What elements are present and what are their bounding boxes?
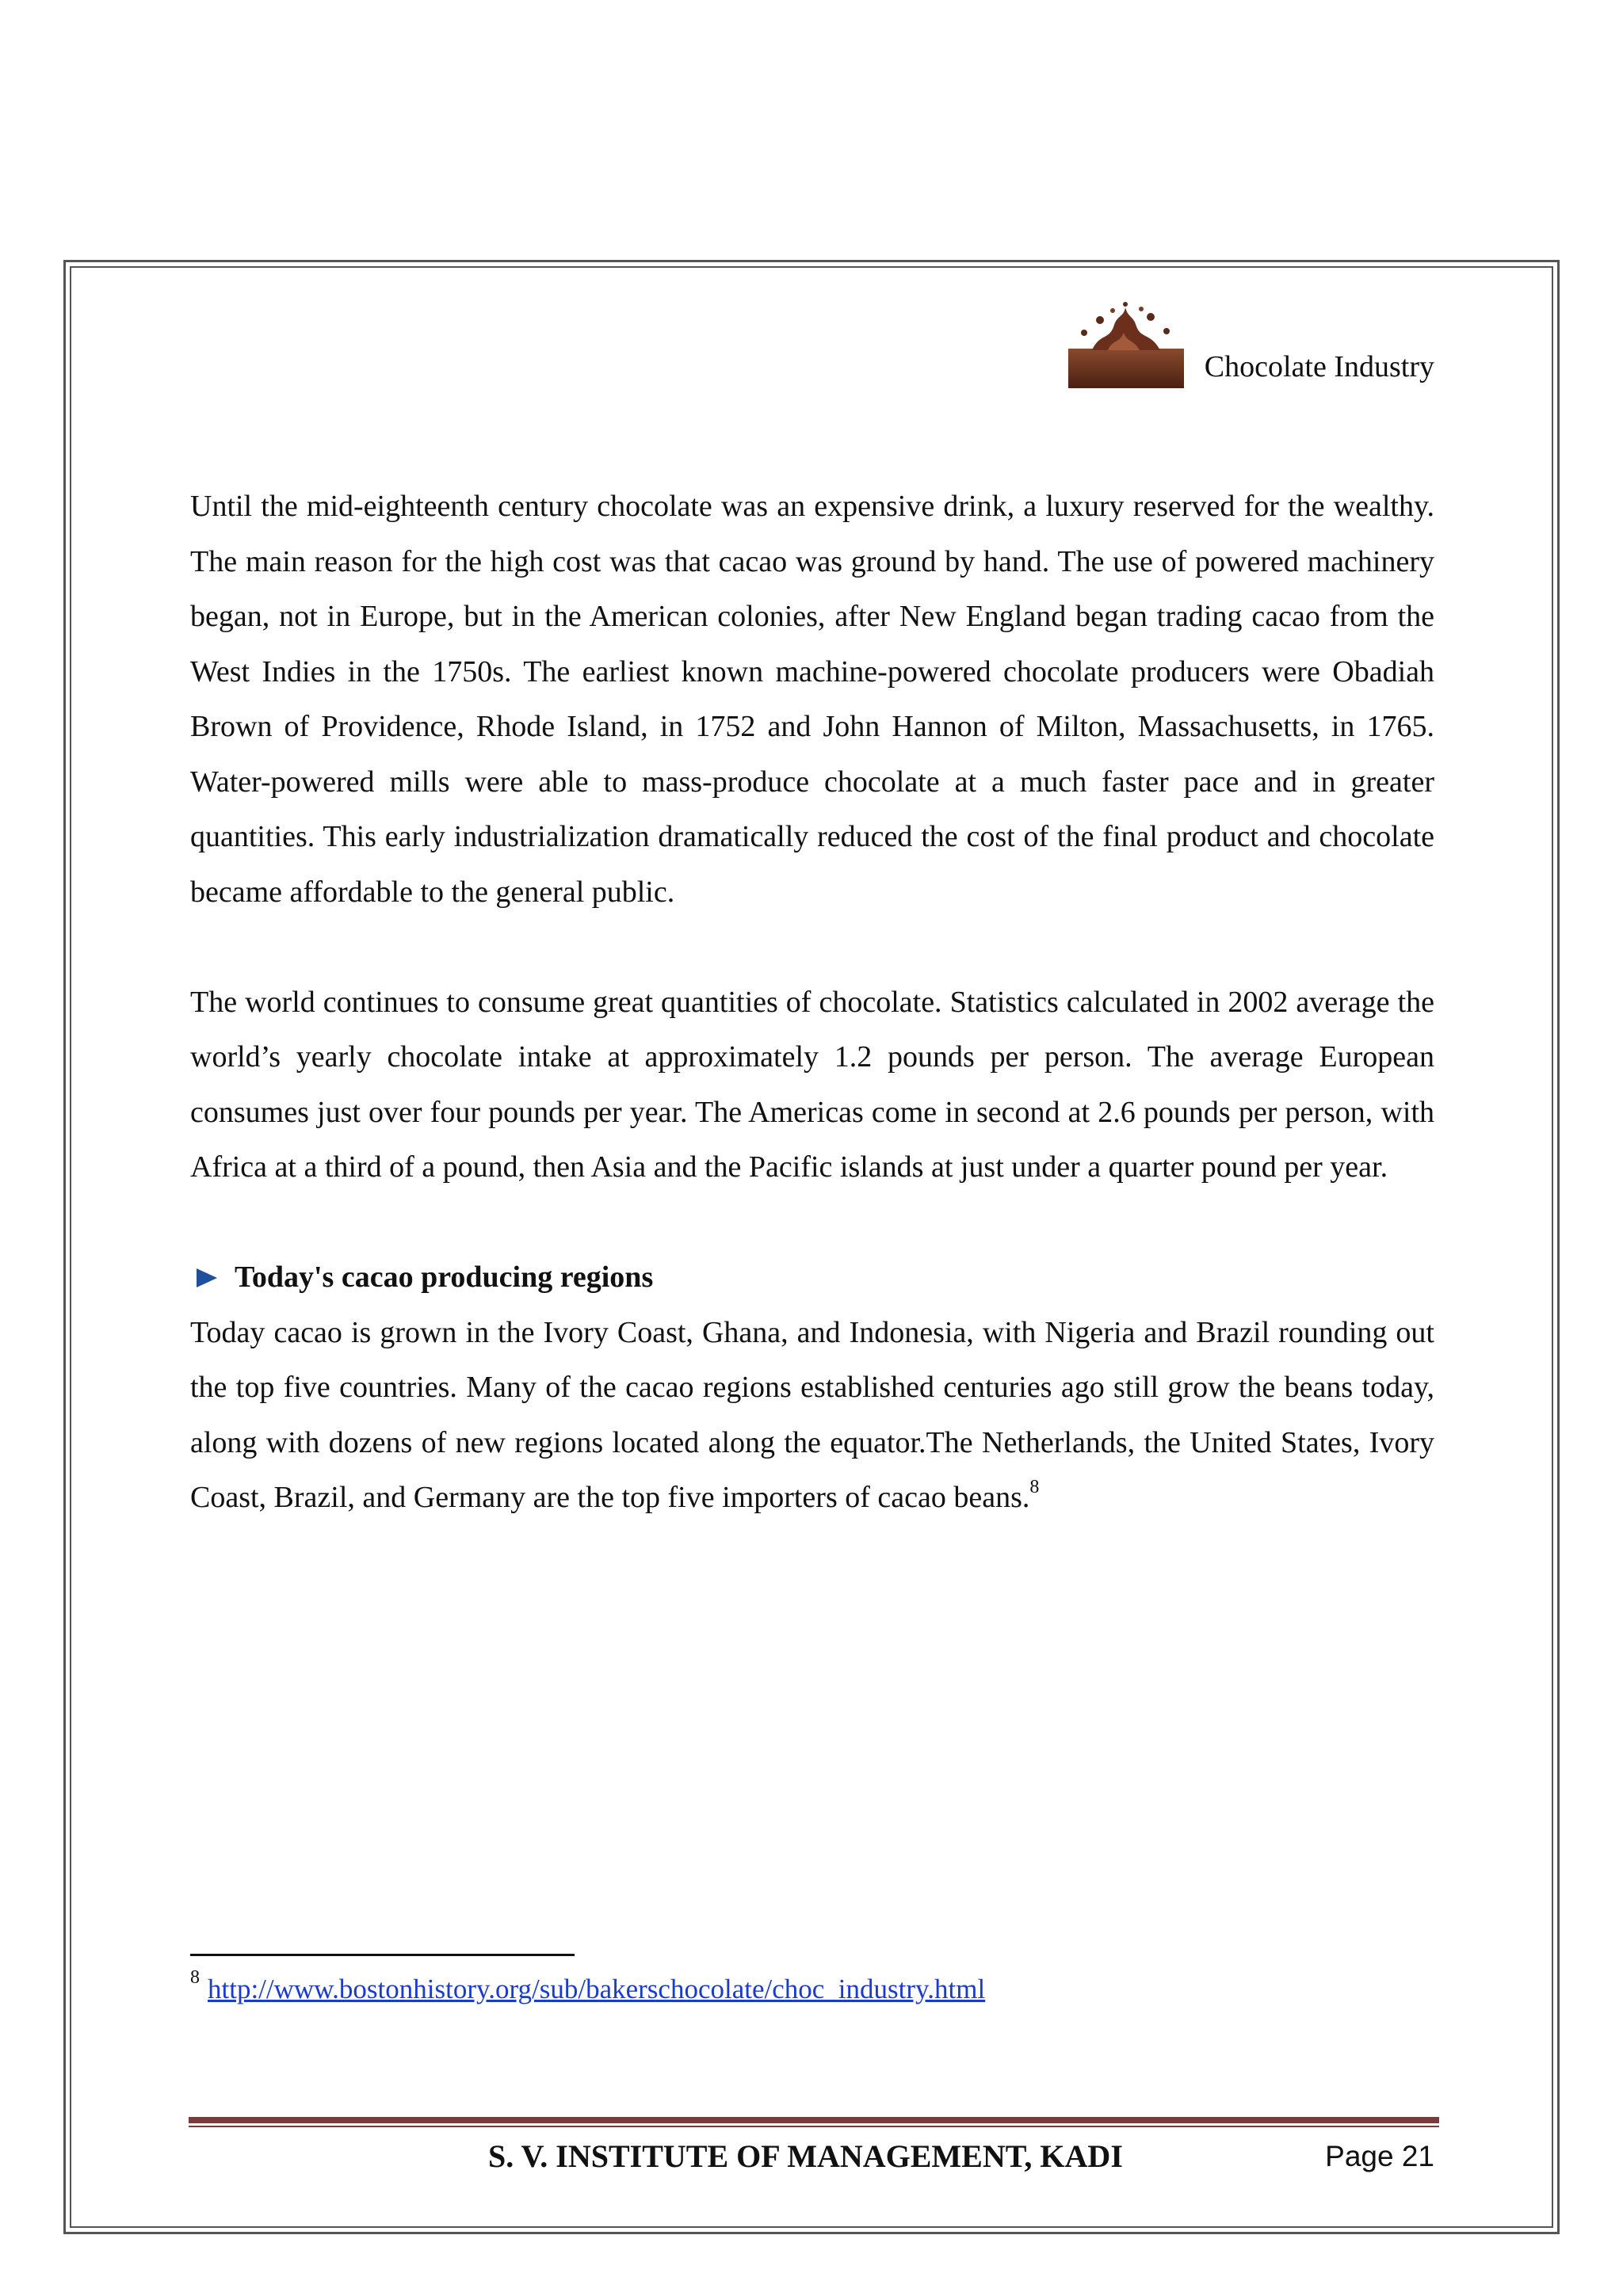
- paragraph-regions: [190, 1306, 1434, 1526]
- footer-divider-thin: [189, 2126, 1439, 2127]
- section-heading-text: Today's cacao producing regions: [235, 1261, 654, 1294]
- footnote-ref[interactable]: 8: [1029, 1477, 1040, 1498]
- page-number: Page 21: [1325, 2140, 1434, 2172]
- footnote: [190, 1967, 986, 2009]
- footnote-divider: [190, 1954, 575, 1956]
- footer-institute: S. V. INSTITUTE OF MANAGEMENT, KADI: [488, 2138, 1123, 2174]
- chocolate-splash-icon: [1068, 301, 1184, 388]
- footnote-number: 8: [190, 1967, 200, 1989]
- footnote-link[interactable]: http://www.bostonhistory.org/sub/bakerschocolate/choc_industry.html: [208, 1974, 986, 2004]
- paragraph-history: Until the mid-eighteenth century chocolate was an expensive drink, a luxury reserved for the wealthy. The main reason for the high cost was that cacao was ground by hand. The use of powered machinery began, not in Europe, but in the American colonies, after New England began trading cacao from the West Indies in the 1750s. The earliest known machine-powered chocolate producers were Obadiah Brown of Providence, Rhode Island, in 1752 and John Hannon of Milton, Massachusetts, in 1765. Water-powered mills were able to mass-produce chocolate at a much faster pace and in greater quantities. This early industrialization dramatically reduced the cost of the final product and chocolate became affordable to the general public.: [190, 490, 1434, 909]
- footer-divider-thick: [189, 2117, 1439, 2123]
- paragraph-consumption: The world continues to consume great quantities of chocolate. Statistics calculated in 2002 average the world’s yearly chocolate intake at approximately 1.2 pounds per person. The average European consumes just over four pounds per year. The Americas come in second at 2.6 pounds per person, with Africa at a third of a pound, then Asia and the Pacific islands at just under a quarter pound per year.: [190, 985, 1434, 1184]
- page-header: [1068, 293, 1434, 388]
- main-content: [190, 479, 1434, 1526]
- header-title: Chocolate Industry: [1204, 350, 1434, 383]
- paragraph-regions-text: Today cacao is grown in the Ivory Coast, Ghana, and Indonesia, with Nigeria and Brazil rounding out the top five countries. Many of the cacao regions established centuries ago still grow the beans today, along with dozens of new regions located along the equator.The Netherlands, the United States, Ivory Coast, Brazil, and Germany are the top five importers of cacao beans.: [190, 1315, 1434, 1514]
- triangle-bullet-icon: [197, 1268, 217, 1287]
- section-heading: [190, 1250, 1434, 1306]
